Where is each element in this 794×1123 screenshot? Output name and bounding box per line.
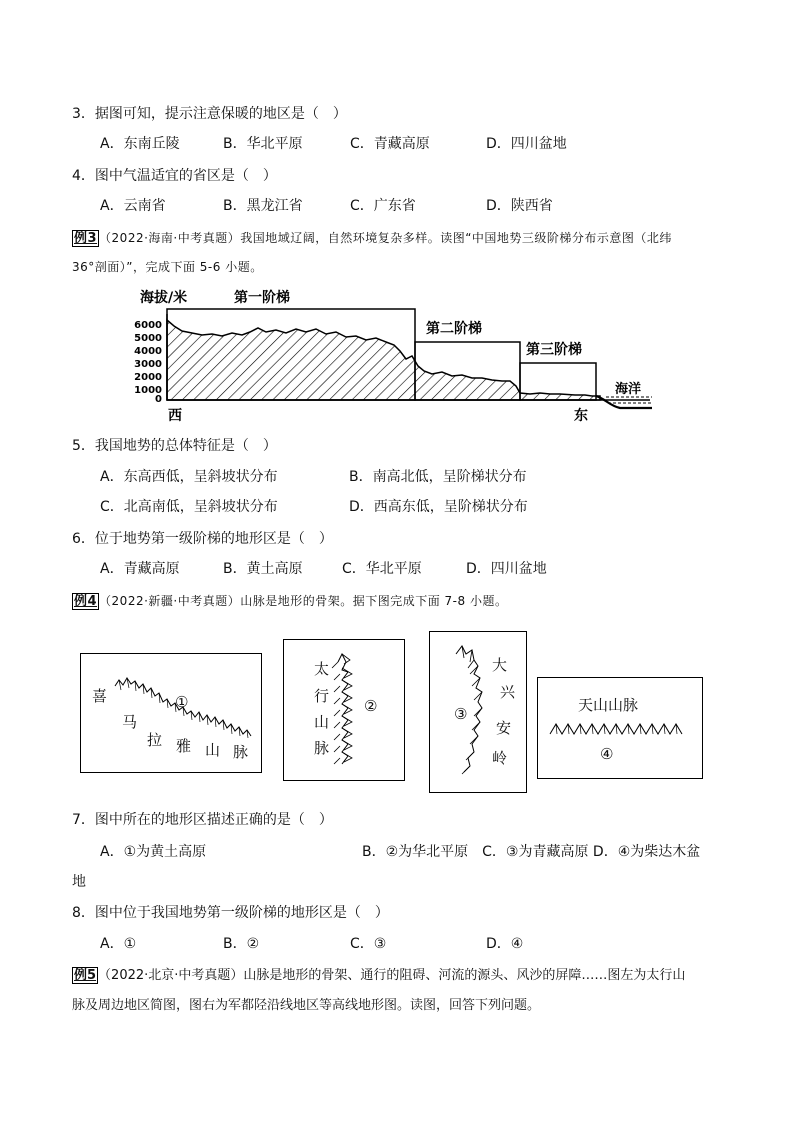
- mountain-map-3: [429, 631, 527, 793]
- q4-option-b: B．黑龙江省: [223, 198, 303, 214]
- terrain-profile-diagram: [130, 282, 670, 428]
- example-4-line: [72, 592, 507, 611]
- mountain-map-1: [80, 653, 262, 773]
- m3-char-1: 大: [492, 656, 508, 674]
- q5-option-b: B．南高北低，呈阶梯状分布: [349, 469, 527, 485]
- q7-continuation: 地: [72, 874, 86, 890]
- west-label: 西: [168, 408, 182, 424]
- example-4-tag: 例4: [74, 594, 98, 609]
- q3-option-b: B．华北平原: [223, 136, 303, 152]
- q8-option-a: A．①: [100, 936, 137, 952]
- terrain-profile: [167, 320, 600, 400]
- y-tick-3000: 3000: [134, 359, 162, 370]
- ocean-label: 海洋: [615, 382, 642, 397]
- y-tick-6000: 6000: [134, 320, 162, 331]
- m4-number: ④: [600, 745, 614, 763]
- q4-option-c: C．广东省: [350, 198, 416, 214]
- mountain-map-4: [537, 677, 703, 779]
- example-4-text: （2022·新疆·中考真题）山脉是地形的骨架。据下图完成下面 7-8 小题。: [99, 594, 508, 608]
- y-tick-5000: 5000: [134, 333, 162, 344]
- y-tick-4000: 4000: [134, 346, 162, 357]
- q5-stem: 5．我国地势的总体特征是（ ）: [72, 438, 277, 454]
- m2-char-1: 太: [314, 660, 330, 678]
- q7-options-bcd: B．②为华北平原 C．③为青藏高原 D．④为柴达木盆: [362, 844, 701, 860]
- ocean-floor: [596, 396, 652, 408]
- tianshan-ridge-icon: [538, 678, 702, 778]
- m2-char-3: 山: [314, 713, 330, 731]
- m2-number: ②: [364, 697, 378, 715]
- q5-option-d: D．西高东低，呈阶梯状分布: [349, 499, 528, 515]
- profile-y-label: 海拔/米: [140, 290, 188, 306]
- m1-char-4: 雅: [176, 737, 192, 755]
- taihang-ridge-icon: [284, 640, 404, 780]
- m3-char-4: 岭: [492, 749, 508, 767]
- m1-char-1: 喜: [92, 687, 108, 705]
- q5-option-a: A．东高西低，呈斜坡状分布: [100, 469, 278, 485]
- example-3-text-1: （2022·海南·中考真题）我国地域辽阔，自然环境复杂多样。读图“中国地势三级阶梯分布示意图（北纬: [99, 231, 672, 245]
- m3-number: ③: [454, 705, 468, 723]
- example-3-text-2: 36°剖面）”，完成下面 5-6 小题。: [72, 260, 263, 274]
- q4-stem: 4．图中气温适宜的省区是（ ）: [72, 168, 277, 184]
- m2-char-2: 行: [314, 687, 330, 705]
- y-tick-2000: 2000: [134, 372, 162, 383]
- example-5-text-2: 脉及周边地区简图，图右为军都陉沿线地区等高线地形图。读图，回答下列问题。: [72, 998, 541, 1013]
- q8-option-b: B．②: [223, 936, 260, 952]
- step-3-label: 第三阶梯: [526, 342, 582, 358]
- q8-option-c: C．③: [350, 936, 387, 952]
- q3-option-a: A．东南丘陵: [100, 136, 180, 152]
- m4-label: 天山山脉: [578, 696, 639, 714]
- m1-char-2: 马: [122, 713, 138, 731]
- q4-option-a: A．云南省: [100, 198, 166, 214]
- q5-option-c: C．北高南低，呈斜坡状分布: [100, 499, 278, 515]
- q7-option-a: A．①为黄土高原: [100, 844, 207, 860]
- m1-char-3: 拉: [147, 731, 163, 749]
- q6-stem: 6．位于地势第一级阶梯的地形区是（ ）: [72, 531, 333, 547]
- q6-option-d: D．四川盆地: [466, 561, 547, 577]
- q8-option-d: D．④: [486, 936, 524, 952]
- east-label: 东: [574, 408, 588, 424]
- m3-char-3: 安: [496, 719, 512, 737]
- q3-option-c: C．青藏高原: [350, 136, 430, 152]
- example-3-line-1: [72, 229, 672, 248]
- q6-option-b: B．黄土高原: [223, 561, 303, 577]
- m2-char-4: 脉: [314, 739, 330, 757]
- example-5-text-1: （2022·北京·中考真题）山脉是地形的骨架、通行的阻碍、河流的源头、风沙的屏障……图左为太行山: [98, 968, 686, 983]
- q7-stem: 7．图中所在的地形区描述正确的是（ ）: [72, 812, 333, 828]
- example-5-line-1: [72, 967, 685, 985]
- m3-char-2: 兴: [500, 683, 516, 701]
- step-2-label: 第二阶梯: [426, 321, 482, 337]
- q8-stem: 8．图中位于我国地势第一级阶梯的地形区是（ ）: [72, 905, 389, 921]
- q6-option-a: A．青藏高原: [100, 561, 180, 577]
- y-tick-0: 0: [155, 394, 162, 405]
- m1-char-5: 山: [205, 741, 221, 759]
- q3-stem: 3．据图可知，提示注意保暖的地区是（ ）: [72, 106, 347, 122]
- q4-option-d: D．陕西省: [486, 198, 553, 214]
- q3-option-d: D．四川盆地: [486, 136, 567, 152]
- step-1-label: 第一阶梯: [234, 290, 290, 306]
- example-3-tag: 例3: [74, 231, 98, 246]
- example-5-tag: 例5: [74, 968, 97, 983]
- greater-khingan-ridge-icon: [430, 632, 526, 792]
- m1-number: ①: [175, 693, 189, 711]
- q6-option-c: C．华北平原: [342, 561, 422, 577]
- y-tick-1000: 1000: [134, 385, 162, 396]
- mountain-map-2: [283, 639, 405, 781]
- m1-char-6: 脉: [233, 743, 249, 761]
